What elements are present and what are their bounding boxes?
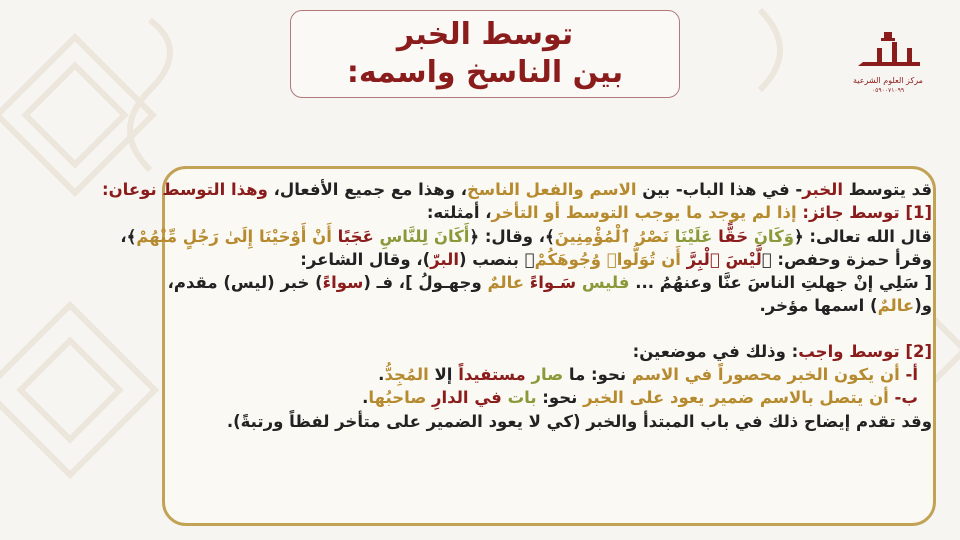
title-line-2: بين الناسخ واسمه: <box>346 55 624 90</box>
text-segment: ، وهذا مع جميع الأفعال، <box>267 180 468 199</box>
logo <box>848 30 928 100</box>
text-alim: عالمٌ <box>877 296 915 316</box>
text-two-types: وهذا التوسط نوعان: <box>101 180 268 199</box>
case-condition: أن يكون الخبر محصوراً في الاسم <box>631 365 900 385</box>
poem-segment: وجهـولُ ]، فـ ( <box>363 273 488 293</box>
type2-heading <box>164 340 932 363</box>
case-a-line <box>164 363 932 386</box>
quran-example-line <box>120 225 932 248</box>
poem-explanation-line <box>164 294 932 317</box>
qiraa-line <box>164 248 932 271</box>
example-verb: بات <box>507 388 537 408</box>
case-marker: ب- <box>888 388 918 408</box>
text-segment: قد يتوسط <box>843 180 932 199</box>
text-segment: )، وقال الشاعر: <box>300 249 431 269</box>
text-segment: ) اسمها مؤخر. <box>759 296 878 316</box>
text-segment: ﴾، <box>120 226 137 246</box>
text-ism-fil: الاسم والفعل الناسخ <box>467 180 637 199</box>
text-segment: و( <box>914 296 932 316</box>
poem-laysa: فليس <box>581 273 630 293</box>
lesson-content <box>101 178 932 433</box>
text-segment: - في هذا الباب- بين <box>636 180 803 199</box>
verse-khabar: حَقًّا <box>718 226 749 246</box>
poem-line <box>164 271 932 294</box>
text-segment: ﴾، وقال: ﴿ <box>469 226 555 246</box>
text-segment: : وذلك في موضعين: <box>632 341 799 361</box>
example-ism: المُجِدُّ <box>384 365 429 385</box>
text-segment: ، أمثلته: <box>426 203 492 223</box>
verse-segment: أَكَانَ لِلنَّاسِ <box>373 226 470 246</box>
closing-note: وقد تقدم إيضاح ذلك في باب المبتدأ والخبر (كي لا يعود الضمير على متأخر لفظاً ورتبةً). <box>226 411 932 431</box>
title-line-1: توسط الخبر <box>396 17 574 52</box>
text-segment: وقرأ حمزة وحفص: ﴿ <box>761 249 932 269</box>
poem-khabar: سَـواءً <box>524 273 582 293</box>
text-segment: قال الله تعالى: ﴿ <box>793 226 932 246</box>
text-sawaa: سواءً <box>322 273 364 293</box>
intro-line <box>101 178 932 201</box>
text-segment: ﴾ بنصب ( <box>459 249 535 269</box>
example-ism: صاحبُها <box>368 388 433 408</box>
example-khabar: مستفيداً <box>458 365 532 385</box>
case-condition: أن يتصل بالاسم ضمير يعود على الخبر <box>583 388 889 408</box>
poem-segment: [ سَلِي إنْ جهلتِ الناسَ عنَّا وعنهُمُ ... <box>629 273 932 293</box>
logo-subtitle: مركز العلوم الشرعية <box>853 76 923 85</box>
verse-ism: أَنْ أَوْحَيْنَا إِلَىٰ رَجُلٍ مِّنْهُمْ <box>136 226 338 246</box>
type1-heading <box>164 201 932 224</box>
example-khabar: في الدارِ <box>432 388 508 408</box>
text-khabar: الخبر <box>802 180 843 199</box>
case-b-line <box>164 386 932 409</box>
example-verb: صار <box>531 365 564 385</box>
verse-segment: وَكَانَ <box>748 226 794 246</box>
verse-khabar: عَجَبًا <box>337 226 374 246</box>
poem-ism: عالمٌ <box>487 273 525 293</box>
type1-label: [1] توسط جائز: <box>796 203 932 223</box>
text-segment: ما <box>563 365 586 385</box>
text-segment: ) خبر (ليس) مقدم، <box>167 273 323 293</box>
verse-ism: نَصْرُ ٱلْمُؤْمِنِينَ <box>554 226 669 246</box>
text-birr: البرّ <box>430 249 459 269</box>
type2-label: [2] توسط واجب <box>798 341 932 361</box>
case-marker: أ- <box>899 365 918 385</box>
logo-tagline: ٠٥٩٠٠٧١٠٩٩ <box>871 87 905 94</box>
spacer <box>164 318 932 340</box>
text-segment: . <box>362 388 369 408</box>
verse-ism: أَن تُوَلُّوا۟ وُجُوهَكُمْ <box>534 249 687 269</box>
type1-condition: إذا لم يوجد ما يوجب التوسط أو التأخر <box>491 203 797 223</box>
text-segment: نحو: <box>536 388 584 408</box>
logo-emblem-icon <box>854 32 924 72</box>
text-segment: . <box>378 365 385 385</box>
title-box <box>290 10 680 98</box>
text-segment: إلا <box>428 365 459 385</box>
verse-khabar: لَّيْسَ ٱلْبِرَّ <box>686 249 762 269</box>
verse-segment: عَلَيْنَا <box>668 226 719 246</box>
text-segment: نحو: <box>585 365 632 385</box>
